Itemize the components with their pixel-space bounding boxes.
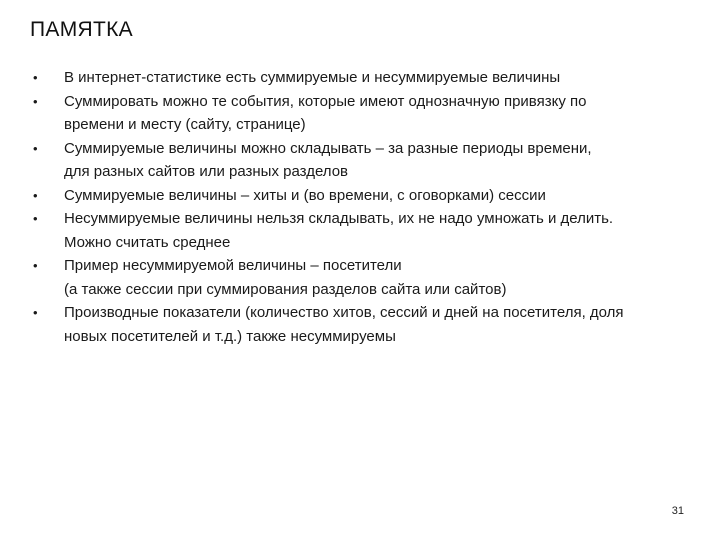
page-number: 31 [671, 505, 684, 517]
bullet-text: Производные показатели (количество хитов, сессий и дней на посетителя, доля новых посетителей и т.д.) также несуммируемы [64, 304, 624, 345]
bullet-icon: • [33, 211, 38, 226]
bullet-item [30, 207, 690, 254]
slide-title: ПАМЯТКА [30, 18, 133, 41]
bullet-item [30, 137, 690, 184]
bullet-icon: • [33, 140, 38, 156]
bullet-item [30, 90, 690, 137]
bullet-text: Суммировать можно те события, которые имеют однозначную привязку по времени и месту (сайту, странице) [64, 92, 587, 133]
bullet-text: Пример несуммируемой величины – посетители (а также сессии при суммирования разделов сайта или сайтов) [64, 257, 507, 298]
bullet-text: В интернет-статистике есть суммируемые и несуммируемые величины [64, 69, 561, 86]
bullet-icon: • [33, 305, 38, 320]
bullet-text: Суммируемые величины – хиты и (во времени, с оговорками) сессии [64, 186, 546, 204]
bullet-item [30, 184, 690, 208]
bullet-icon: • [33, 258, 38, 273]
bullet-text: Суммируемые величины можно складывать – за разные периоды времени, для разных сайтов или разных разделов [64, 139, 592, 180]
bullet-icon: • [33, 93, 38, 109]
bullet-text: Несуммируемые величины нельзя складывать, их не надо умножать и делить. Можно считать среднее [64, 210, 614, 251]
bullet-item [30, 66, 690, 90]
bullet-list [30, 66, 690, 348]
bullet-icon: • [33, 187, 38, 203]
bullet-item [30, 254, 690, 301]
bullet-icon: • [33, 70, 38, 85]
bullet-item [30, 301, 690, 348]
